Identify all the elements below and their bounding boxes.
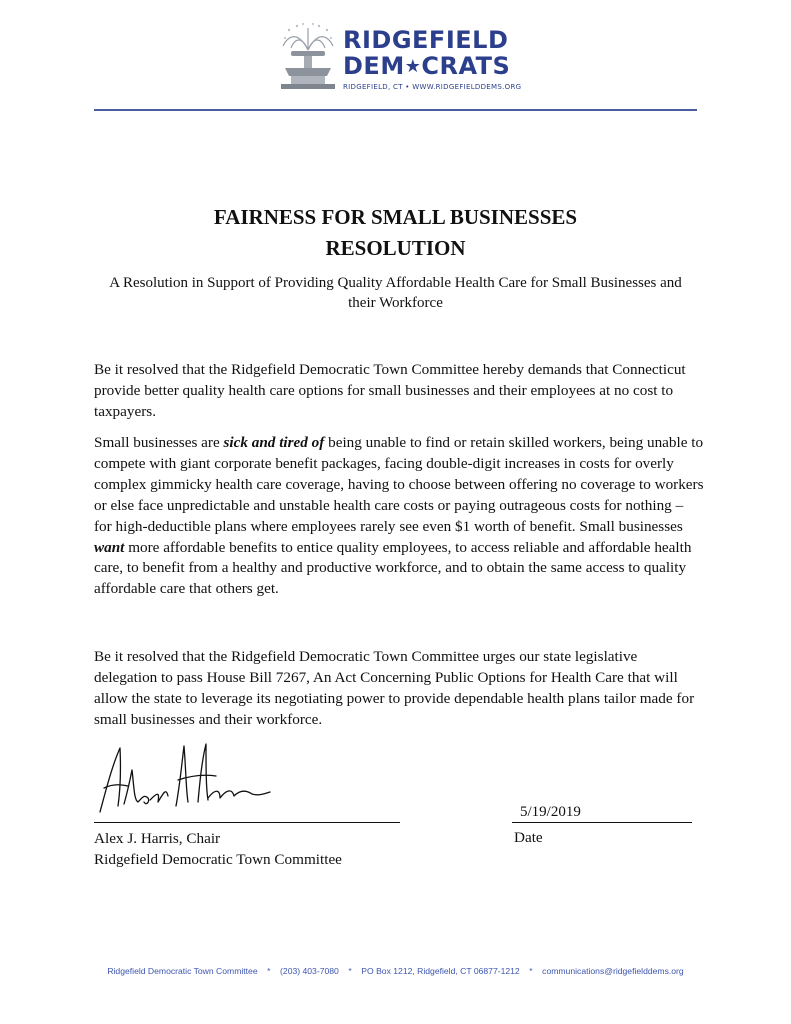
- paragraph-2-text-3: more affordable benefits to entice quality employees, to access reliable and affordable health care, to benefit from a healthy and productive workforce, and to obtain the same access to quality affordable care that others get.: [94, 538, 692, 598]
- paragraph-2-text-2: being unable to find or retain skilled workers, being unable to compete with giant corporate benefit packages, facing double-digit increases in costs for overly complex gimmicky health care coverage, having to choose between offering no coverage to workers or else face unpredictable and unstable health care costs or paying outrageous costs for nothing – for high-deductible plans where employees rarely see even $1 worth of benefit. Small businesses: [94, 434, 704, 535]
- header-logo: [277, 20, 527, 100]
- signer-organization: Ridgefield Democratic Town Committee: [94, 851, 342, 868]
- header-divider: [94, 109, 697, 111]
- resolution-paragraph-2: [94, 433, 704, 600]
- signer-name: Alex J. Harris, Chair: [94, 830, 221, 847]
- logo-wordmark-line2: DEM★CRATS: [343, 52, 511, 80]
- handwritten-signature: [94, 740, 274, 820]
- star-icon: ★: [404, 56, 422, 77]
- date-line: [512, 822, 692, 823]
- document-subtitle: A Resolution in Support of Providing Quality Affordable Health Care for Small Businesses and their Workforce: [109, 275, 682, 311]
- title-line-2: RESOLUTION: [325, 236, 466, 260]
- logo-tagline: RIDGEFIELD, CT • WWW.RIDGEFIELDDEMS.ORG: [343, 83, 522, 91]
- logo-wordmark-line1: RIDGEFIELD: [343, 26, 509, 54]
- emphasis-sick-and-tired: sick and tired of: [223, 434, 325, 451]
- date-label: Date: [514, 829, 543, 846]
- emphasis-want: want: [94, 538, 125, 556]
- paragraph-2-text-1: Small businesses are: [94, 434, 224, 451]
- resolution-paragraph-1: Be it resolved that the Ridgefield Democratic Town Committee hereby demands that Connecticut provide better quality health care options for small businesses and their employees at no cost to taxpayers.: [94, 361, 686, 420]
- fountain-icon: [277, 20, 339, 94]
- document-title: [95, 202, 696, 264]
- signature-date-value: 5/19/2019: [520, 804, 581, 820]
- title-line-1: FAIRNESS FOR SMALL BUSINESSES: [213, 205, 578, 229]
- resolution-paragraph-3: Be it resolved that the Ridgefield Democratic Town Committee urges our state legislative delegation to pass House Bill 7267, An Act Concerning Public Options for Health Care that will allow the state to leverage its negotiating power to provide dependable health plans tailor made for small businesses and their workforce.: [94, 648, 695, 728]
- signature-line: [94, 822, 400, 823]
- footer-contact-line: Ridgefield Democratic Town Committee * (203) 403-7080 * PO Box 1212, Ridgefield, CT 06877-1212 * communications@ridgefielddems.org: [107, 966, 684, 976]
